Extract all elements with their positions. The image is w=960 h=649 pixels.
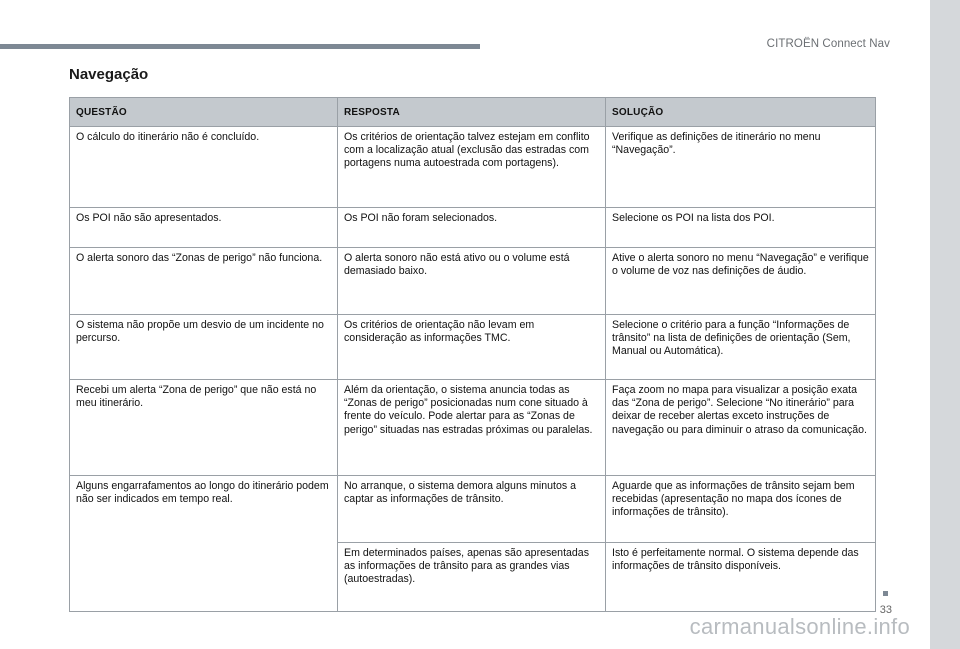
cell-resposta: Os critérios de orientação talvez estejam em conflito com a localização atual (exclusão das estradas com portagens numa autoestrada com portagens). [338,127,606,208]
table-row [70,127,876,208]
cell-solucao: Selecione os POI na lista dos POI. [606,208,876,248]
cell-resposta: Além da orientação, o sistema anuncia todas as “Zonas de perigo” posicionadas num cone situado à frente do veículo. Pode alertar para as “Zonas de perigo” situadas nas estradas próximas ou paralelas. [338,380,606,476]
cell-resposta: Os critérios de orientação não levam em consideração as informações TMC. [338,315,606,380]
column-header-solucao: SOLUÇÃO [606,98,876,127]
cell-questao: Os POI não são apresentados. [70,208,338,248]
cell-solucao: Isto é perfeitamente normal. O sistema depende das informações de trânsito disponíveis. [606,543,876,612]
cell-solucao: Aguarde que as informações de trânsito sejam bem recebidas (apresentação no mapa dos ícones de informações de trânsito). [606,476,876,543]
cell-resposta: O alerta sonoro não está ativo ou o volume está demasiado baixo. [338,248,606,315]
column-header-questao: QUESTÃO [70,98,338,127]
table-header-row [70,98,876,127]
column-header-resposta: RESPOSTA [338,98,606,127]
page-number: 33 [879,604,892,616]
cell-questao: O cálculo do itinerário não é concluído. [70,127,338,208]
section-title: Navegação [69,66,149,83]
table-row [70,315,876,380]
table-row [70,248,876,315]
cell-questao: O alerta sonoro das “Zonas de perigo” não funciona. [70,248,338,315]
cell-solucao: Verifique as definições de itinerário no menu “Navegação”. [606,127,876,208]
header-rule [0,44,480,49]
page-marker [883,591,888,596]
table-row [70,476,876,543]
cell-solucao: Faça zoom no mapa para visualizar a posição exata das “Zona de perigo”. Selecione “No itinerário” para deixar de receber alertas exceto instruções de navegação ou para diminuir o atraso da comunicação. [606,380,876,476]
troubleshooting-table [69,97,876,612]
watermark: carmanualsonline.info [689,614,910,639]
cell-resposta: Em determinados países, apenas são apresentadas as informações de trânsito para as grandes vias (autoestradas). [338,543,606,612]
side-band [930,0,960,649]
cell-solucao: Ative o alerta sonoro no menu “Navegação” e verifique o volume de voz nas definições de áudio. [606,248,876,315]
cell-questao: Alguns engarrafamentos ao longo do itinerário podem não ser indicados em tempo real. [70,476,338,612]
cell-resposta: Os POI não foram selecionados. [338,208,606,248]
cell-resposta: No arranque, o sistema demora alguns minutos a captar as informações de trânsito. [338,476,606,543]
table-row [70,208,876,248]
table-row [70,380,876,476]
cell-questao: Recebi um alerta “Zona de perigo” que não está no meu itinerário. [70,380,338,476]
cell-solucao: Selecione o critério para a função “Informações de trânsito” na lista de definições de orientação (Sem, Manual ou Automática). [606,315,876,380]
brand-title: CITROËN Connect Nav [766,38,890,50]
cell-questao: O sistema não propõe um desvio de um incidente no percurso. [70,315,338,380]
